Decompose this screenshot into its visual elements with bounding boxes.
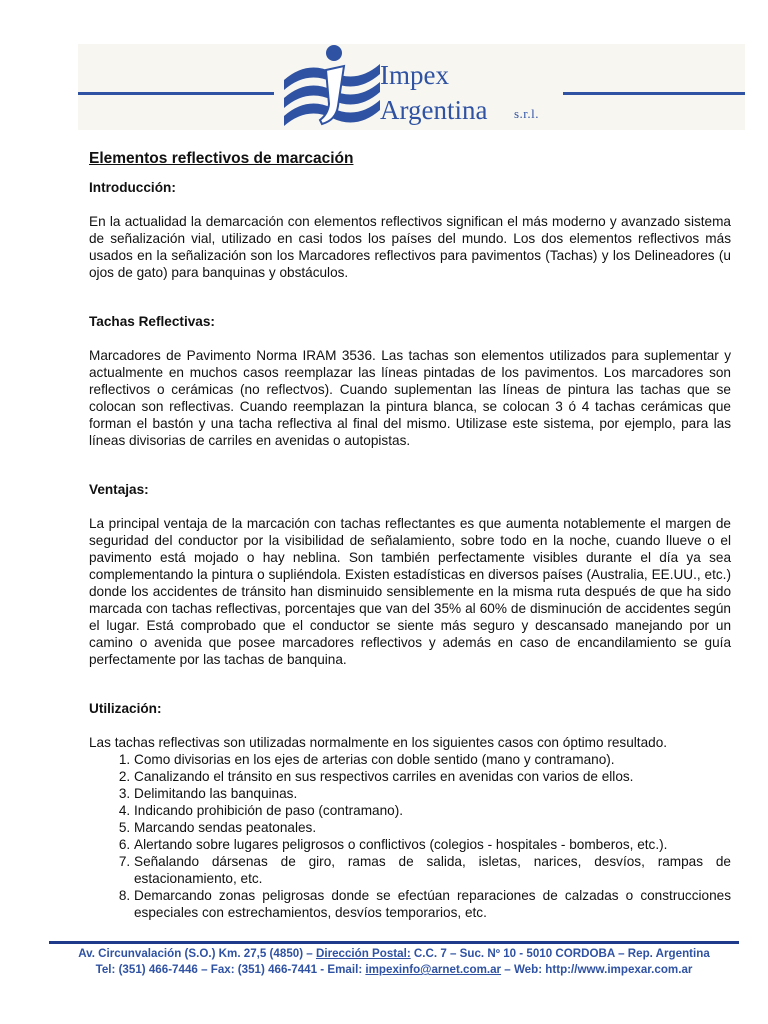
section-text-utilizacion: Las tachas reflectivas son utilizadas normalmente en los siguientes casos con óptimo resultado. bbox=[89, 735, 668, 750]
logo-suffix: s.r.l. bbox=[514, 106, 540, 121]
footer-rule bbox=[49, 941, 739, 944]
uses-list bbox=[89, 751, 731, 921]
section-heading-ventajas: Ventajas: bbox=[89, 482, 149, 497]
list-item: 4. Indicando prohibición de paso (contramano). bbox=[134, 802, 731, 819]
footer-address: Av. Circunvalación (S.O.) Km. 27,5 (4850) – bbox=[78, 947, 316, 960]
footer-phone: Tel: (351) 466-7446 – Fax: (351) 466-7441 - Email: bbox=[95, 963, 366, 976]
section-text-tachas: Marcadores de Pavimento Norma IRAM 3536. Las tachas son elementos utilizados para suplementar y actualmente en muchos casos reemplazar las líneas pintadas de los pavimentos. Los marcadores son reflectivos o cerámicas (no reflectvos). Cuando suplementan las líneas de pintura las tachas que se colocan son reflectivas. Cuando reemplazan la pintura blanca, se colocan 3 ó 4 tachas cerámicas que forman el bastón y una tacha reflectiva al final del mismo. Utilizase este sistema, por ejemplo, para las líneas divisorias de carriles en avenidas o autopistas. bbox=[89, 348, 731, 448]
section-heading-utilizacion: Utilización: bbox=[89, 701, 162, 716]
list-item: 5. Marcando sendas peatonales. bbox=[134, 819, 731, 836]
document-title: Elementos reflectivos de marcación bbox=[89, 150, 354, 167]
list-item: 7. Señalando dársenas de giro, ramas de salida, isletas, narices, desvíos, rampas de estacionamiento, etc. bbox=[134, 853, 731, 887]
logo-name-line1: Impex bbox=[380, 60, 449, 90]
section-text-ventajas: La principal ventaja de la marcación con tachas reflectantes es que aumenta notablemente el margen de seguridad del conductor por la visibilidad de señalamiento, sobre todo en la noche, cuando llueve o el pavimento está mojado o hay neblina. Son también perfectamente visibles durante el día ya sea complementando la pintura o supliéndola. Existen estadísticas en diversos países (Australia, EE.UU., etc.) donde los accidentes de tránsito han disminuido sensiblemente en la misma ruta después de que ha sido marcada con tachas reflectivas, porcentajes que van del 35% al 60% de disminución de accidentes según el lugar. Está comprobado que el conductor se siente más seguro y descansado manejando por un camino o avenida que posee marcadores reflectivos y además en caso de encandilamiento se guía perfectamente por las tachas de banquina. bbox=[89, 516, 731, 667]
footer-line-address bbox=[49, 946, 739, 962]
list-item: 8. Demarcando zonas peligrosas donde se efectúan reparaciones de calzadas o construcciones especiales con estrechamientos, desvíos temporarios, etc. bbox=[134, 887, 731, 921]
section-heading-tachas: Tachas Reflectivas: bbox=[89, 314, 215, 329]
footer-postal-label: Dirección Postal: bbox=[315, 947, 411, 960]
footer-email-link[interactable]: impexinfo@arnet.com.ar bbox=[365, 963, 502, 976]
list-item: 2. Canalizando el tránsito en sus respectivos carriles en avenidas con varios de ellos. bbox=[134, 768, 731, 785]
list-item: 6. Alertando sobre lugares peligrosos o conflictivos (colegios - hospitales - bomberos, etc.). bbox=[134, 836, 731, 853]
footer bbox=[49, 946, 739, 978]
logo-name-line2: Argentina bbox=[380, 95, 488, 125]
list-item: 3. Delimitando las banquinas. bbox=[134, 785, 731, 802]
company-logo bbox=[282, 40, 382, 132]
list-item: 1. Como divisorias en los ejes de arterias con doble sentido (mano y contramano). bbox=[134, 751, 731, 768]
section-text-introduccion: En la actualidad la demarcación con elementos reflectivos significan el más moderno y avanzado sistema de señalización vial, utilizado en casi todos los países del mundo. Los dos elementos reflectivos más usados en la señalización son los Marcadores reflectivos para pavimentos (Tachas) y los Delineadores (u ojos de gato) para banquinas y obstáculos. bbox=[89, 214, 731, 280]
letterhead-rule-left bbox=[78, 92, 274, 95]
letterhead-rule-right bbox=[563, 92, 745, 95]
section-heading-introduccion: Introducción: bbox=[89, 180, 176, 195]
document-body bbox=[89, 150, 731, 921]
footer-postal-value: C.C. 7 – Suc. Nº 10 - 5010 CORDOBA – Rep. Argentina bbox=[410, 947, 710, 960]
footer-line-contact bbox=[49, 962, 739, 978]
footer-web[interactable]: – Web: http://www.impexar.com.ar bbox=[501, 963, 693, 976]
